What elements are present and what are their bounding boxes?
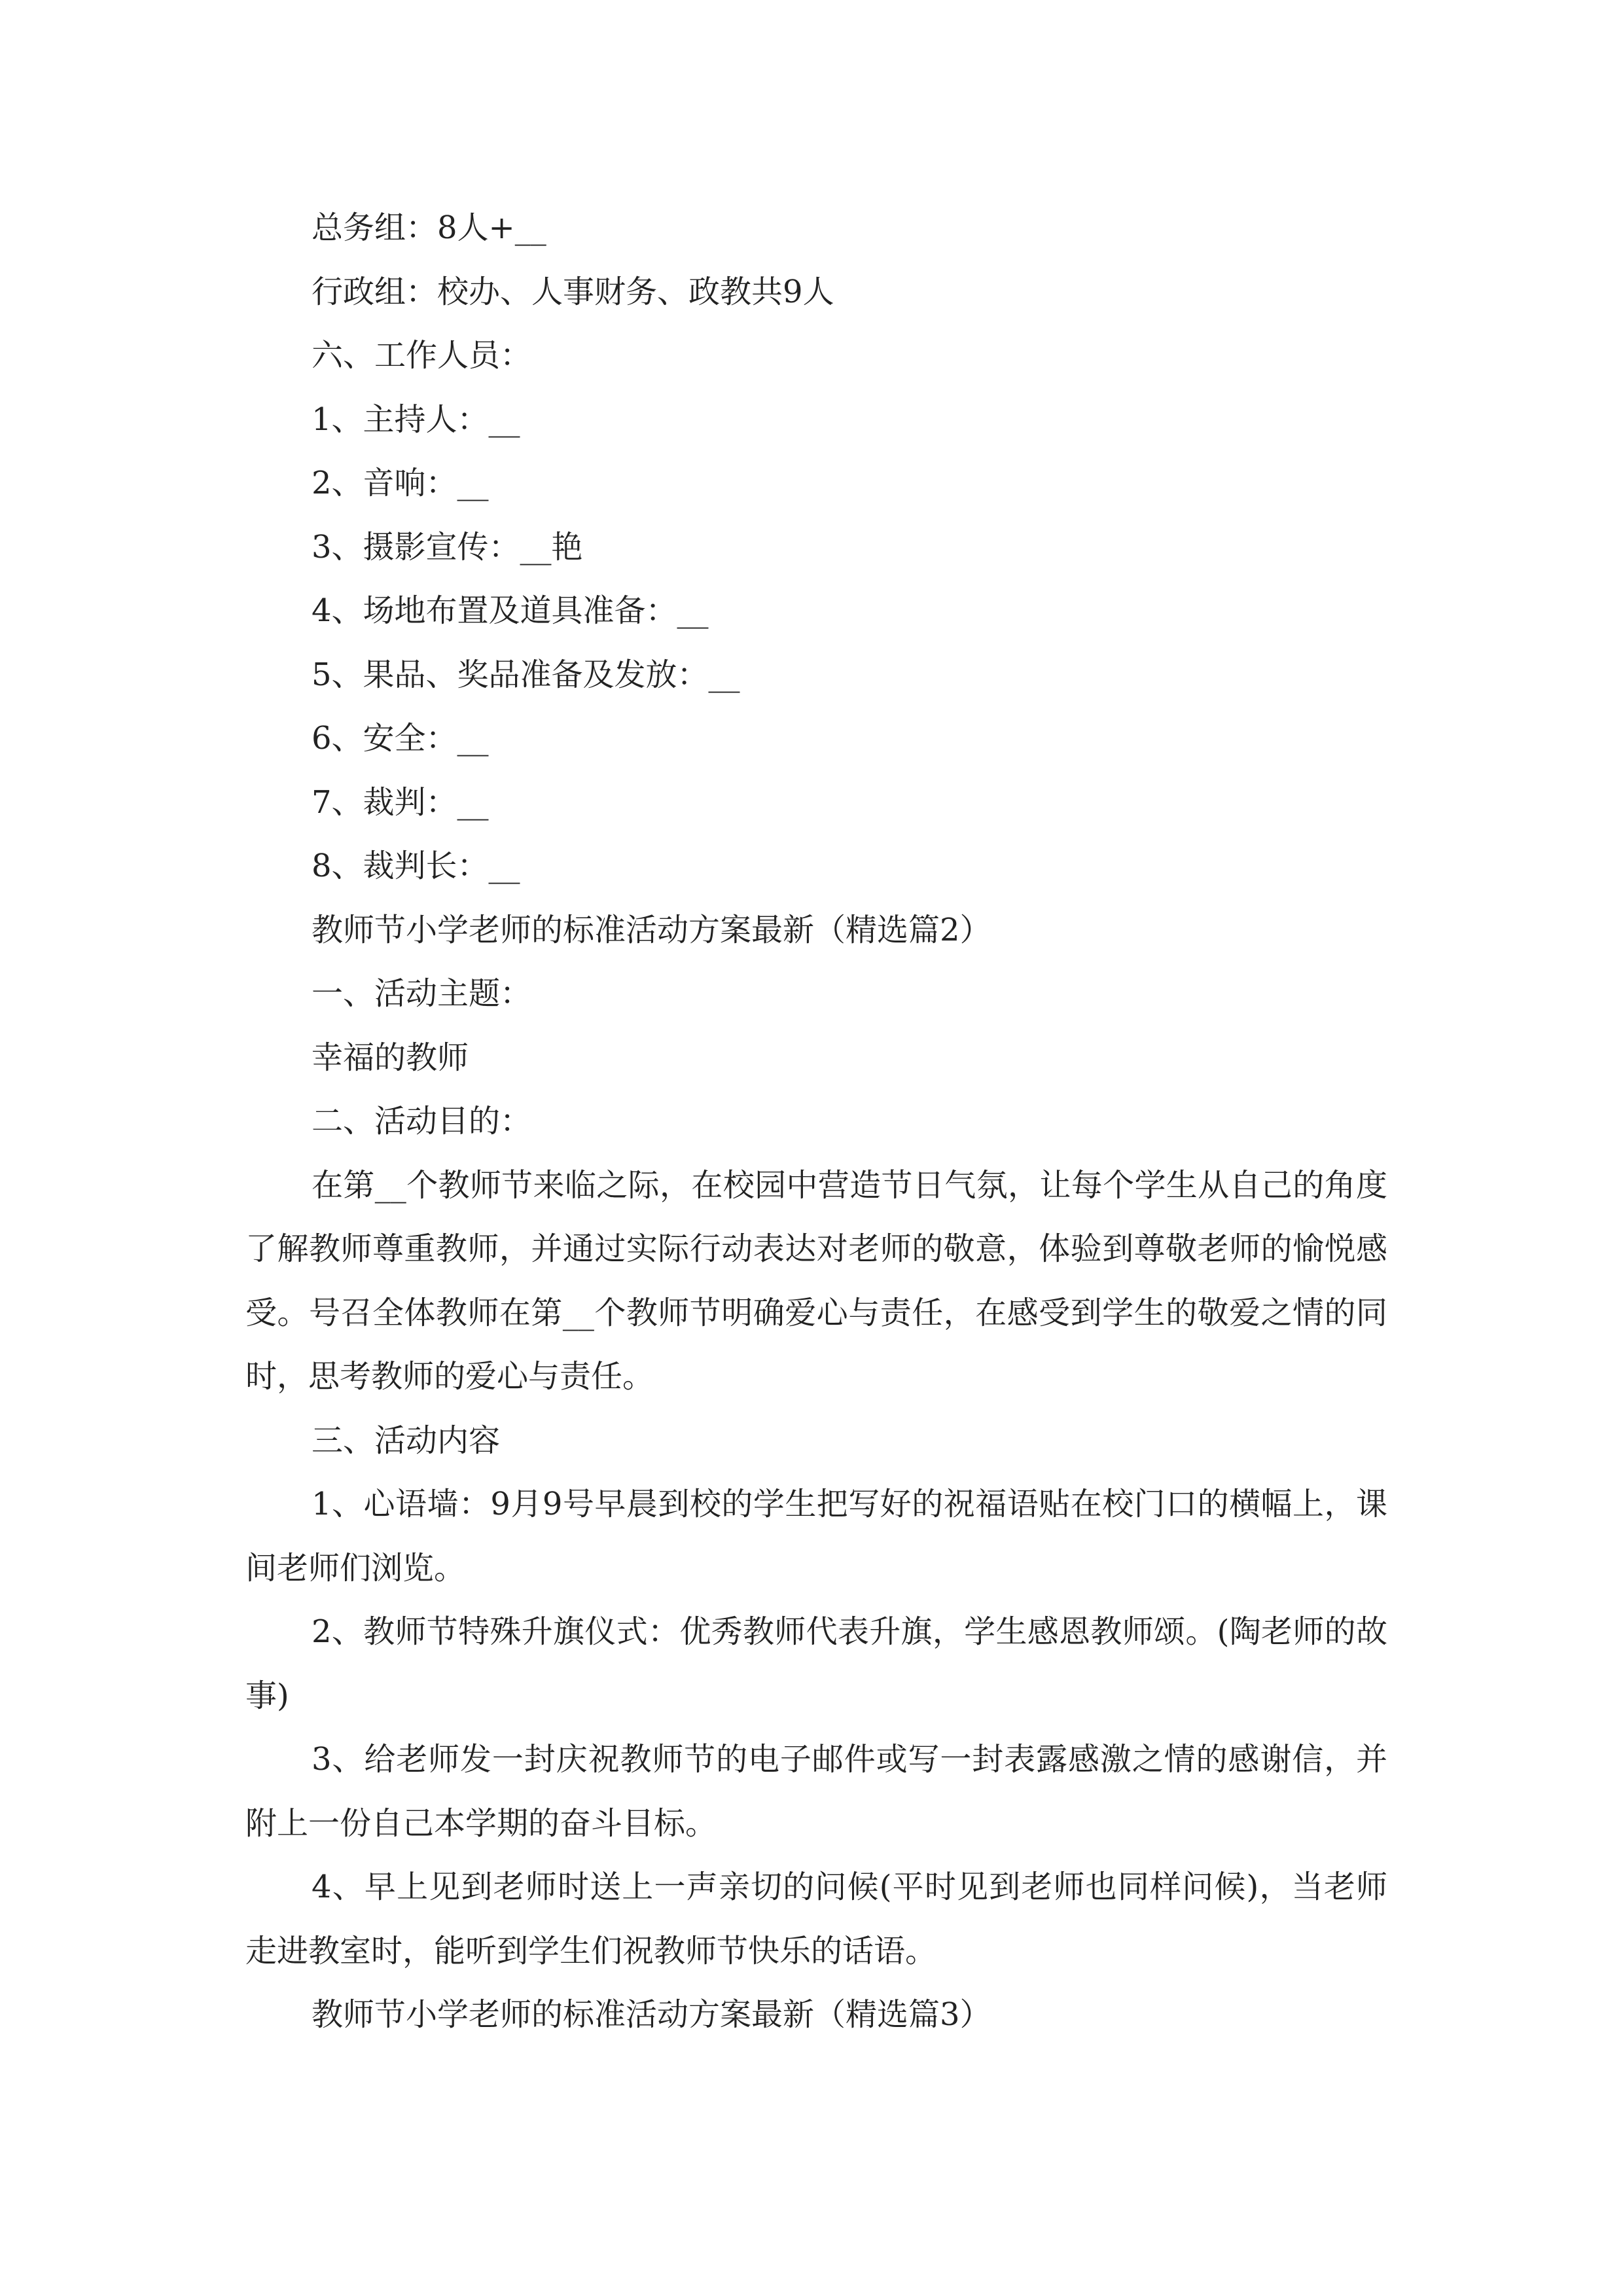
activity-content-heading: 三、活动内容 xyxy=(312,1422,501,1459)
article-3-title: 教师节小学老师的标准活动方案最新（精选篇3） xyxy=(312,1996,991,2033)
content-item-4: 4、早上见到老师时送上一声亲切的问候(平时见到老师也同样问候)，当老师走进教室时，能听到学生们祝教师节快乐的话语。 xyxy=(245,1869,1387,1969)
staff-photo-line: 3、摄影宣传：__艳 xyxy=(312,528,583,565)
staff-safety-line: 6、安全：__ xyxy=(312,720,489,757)
activity-theme-heading: 一、活动主题： xyxy=(312,975,532,1012)
staff-prizes-line: 5、果品、奖品准备及发放：__ xyxy=(312,656,740,693)
activity-purpose-heading: 二、活动目的： xyxy=(312,1103,532,1139)
document-body xyxy=(245,196,1387,2047)
content-item-1: 1、心语墙：9月9号早晨到校的学生把写好的祝福语贴在校门口的横幅上，课间老师们浏览。 xyxy=(245,1486,1387,1587)
staff-host-line: 1、主持人：__ xyxy=(312,401,520,438)
staff-referee-line: 7、裁判：__ xyxy=(312,783,489,821)
article-2-title: 教师节小学老师的标准活动方案最新（精选篇2） xyxy=(312,911,991,948)
activity-theme-text: 幸福的教师 xyxy=(312,1039,469,1076)
general-affairs-group-line: 总务组：8人+__ xyxy=(312,209,546,246)
activity-purpose-paragraph: 在第__个教师节来临之际，在校园中营造节日气氛，让每个学生从自己的角度了解教师尊重教师，并通过实际行动表达对老师的敬意，体验到尊敬老师的愉悦感受。号召全体教师在第__个教师节明确爱心与责任，在感受到学生的敬爱之情的同时，思考教师的爱心与责任。 xyxy=(245,1166,1387,1395)
section-staff-heading: 六、工作人员： xyxy=(312,337,532,374)
staff-venue-line: 4、场地布置及道具准备：__ xyxy=(312,592,709,629)
content-item-3: 3、给老师发一封庆祝教师节的电子邮件或写一封表露感激之情的感谢信，并附上一份自己本学期的奋斗目标。 xyxy=(245,1741,1387,1842)
admin-group-line: 行政组：校办、人事财务、政教共9人 xyxy=(312,273,834,310)
staff-audio-line: 2、音响：__ xyxy=(312,465,489,501)
content-item-2: 2、教师节特殊升旗仪式：优秀教师代表升旗，学生感恩教师颂。(陶老师的故事) xyxy=(245,1613,1387,1714)
staff-chief-referee-line: 8、裁判长：__ xyxy=(312,848,520,884)
